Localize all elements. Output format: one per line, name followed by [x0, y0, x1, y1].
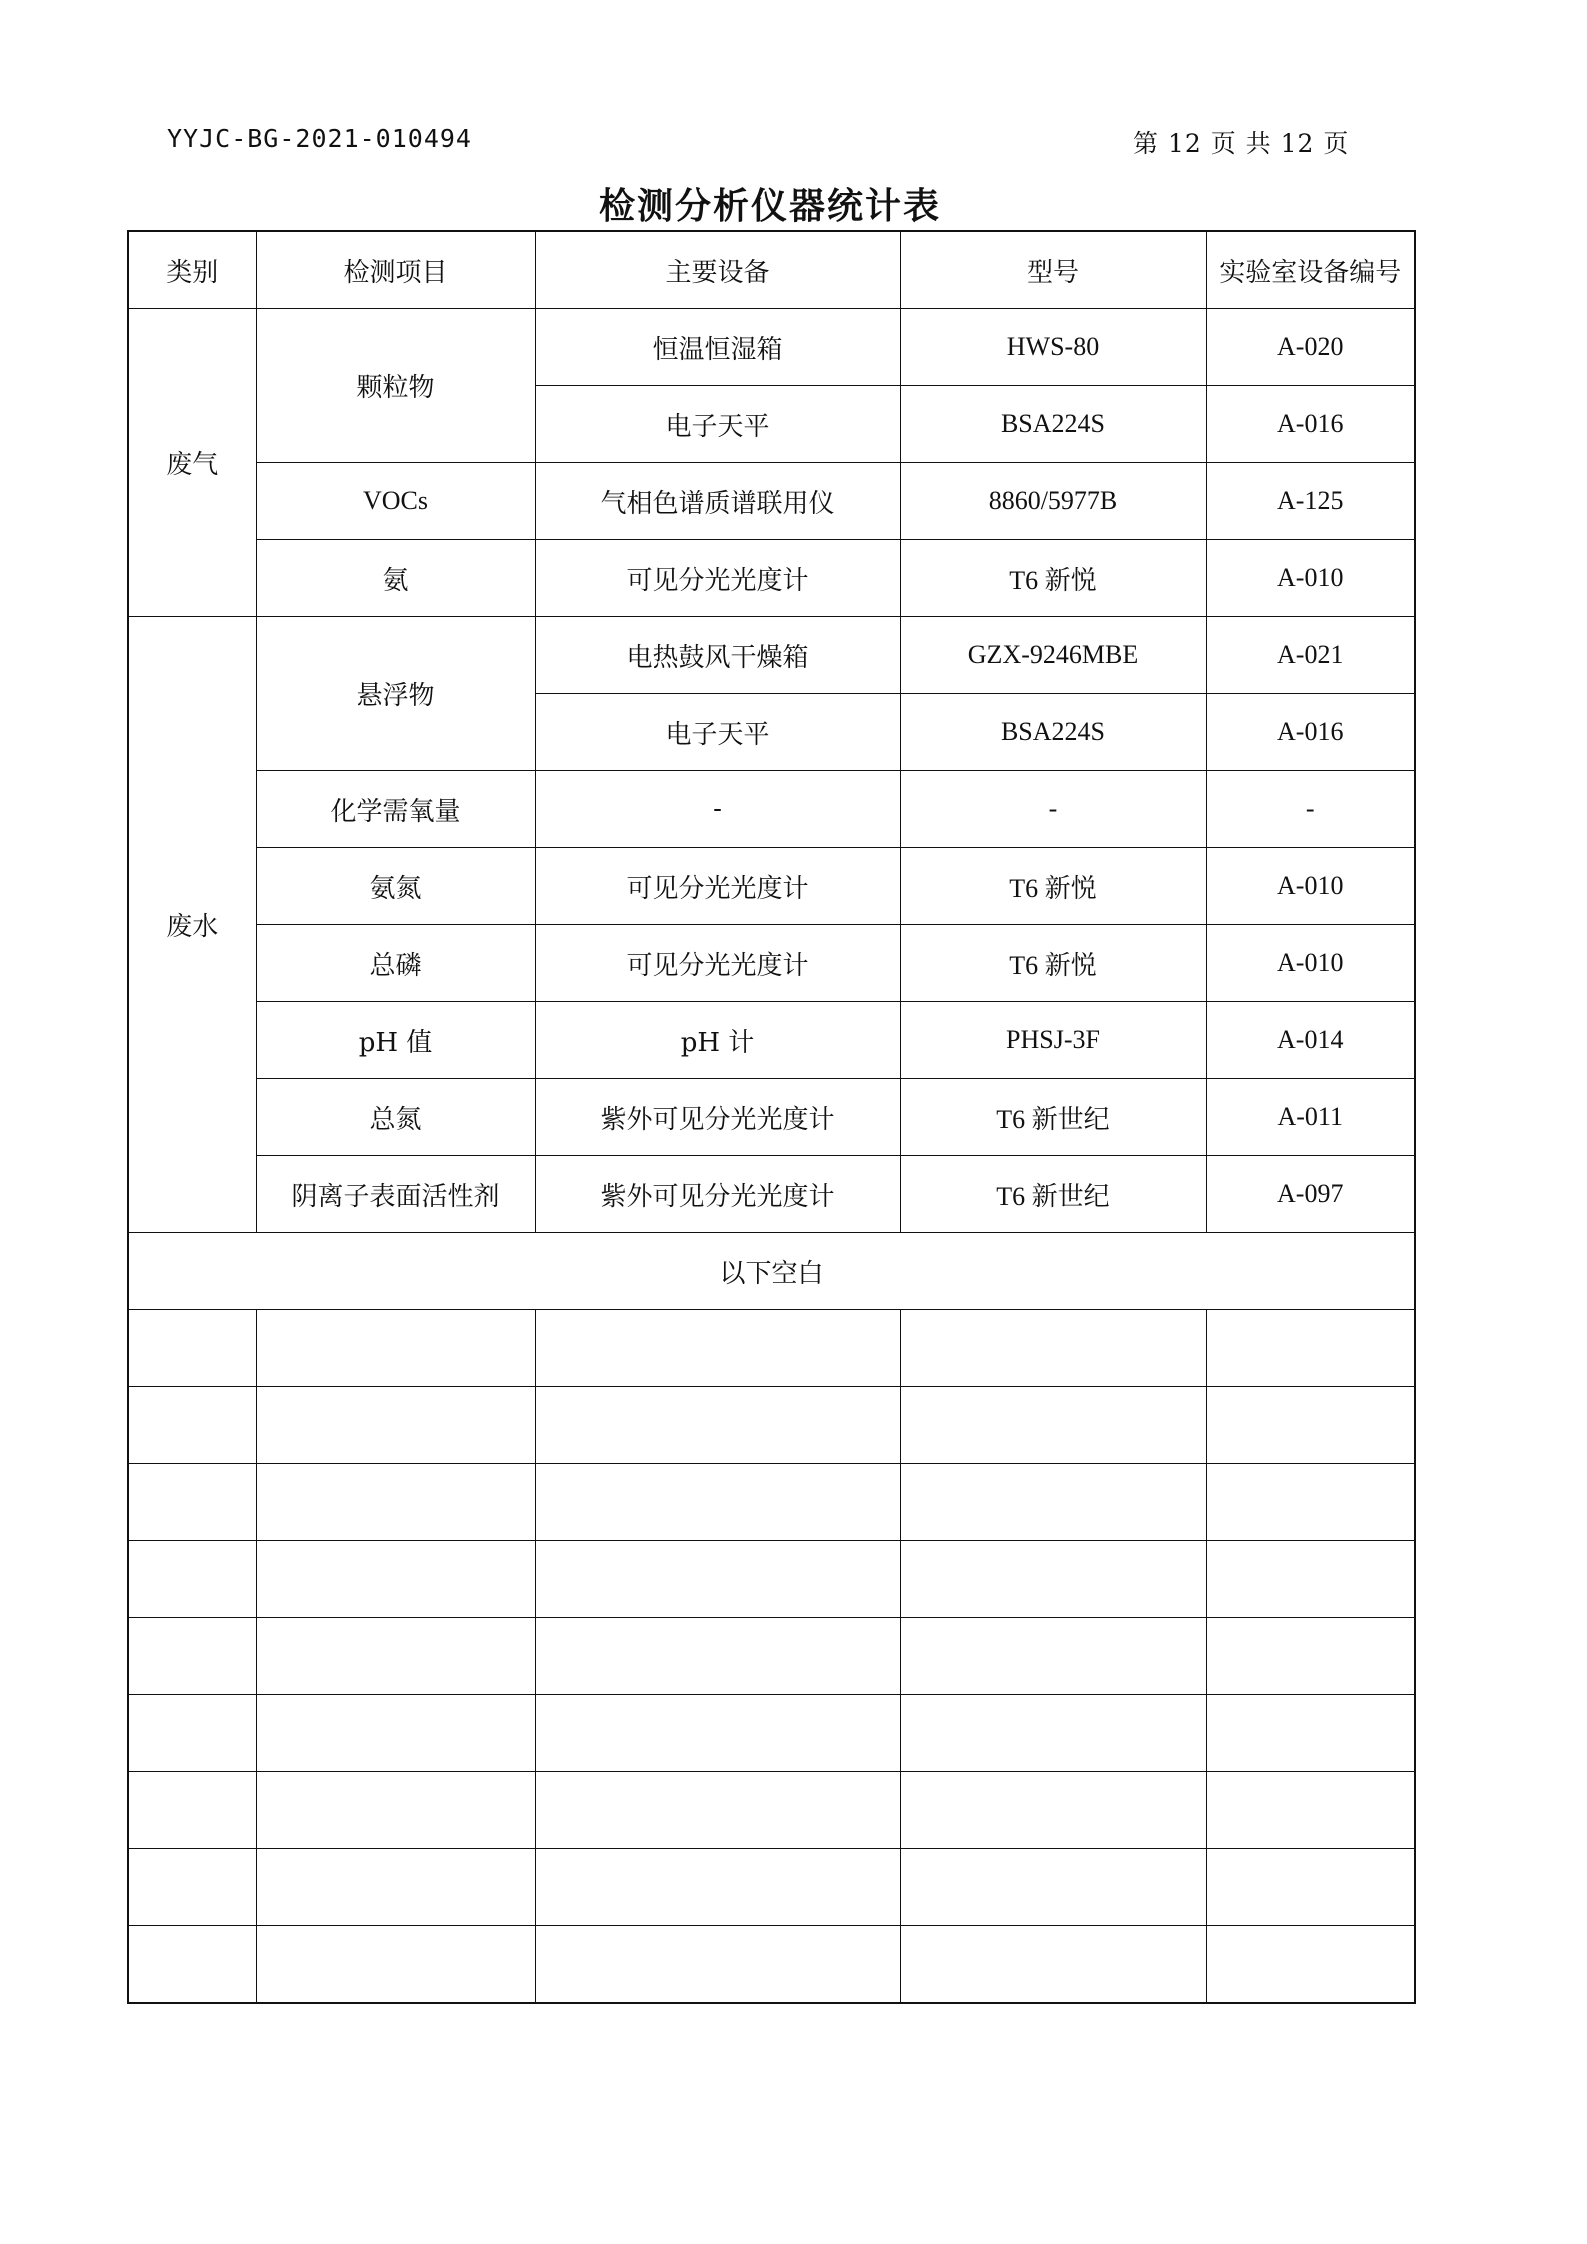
empty-cell	[128, 1695, 256, 1772]
item-cell: 总磷	[256, 925, 535, 1002]
empty-cell	[535, 1849, 900, 1926]
model-cell: T6 新世纪	[900, 1079, 1206, 1156]
item-cell: 阴离子表面活性剂	[256, 1156, 535, 1233]
table-row	[128, 925, 1415, 1002]
equipment-cell: 电子天平	[535, 694, 900, 771]
model-cell: T6 新悦	[900, 925, 1206, 1002]
table-row	[128, 463, 1415, 540]
equipment-cell: pH 计	[535, 1002, 900, 1079]
empty-cell	[900, 1695, 1206, 1772]
category-cell-gas: 废气	[128, 309, 256, 617]
empty-cell	[256, 1541, 535, 1618]
equipment-cell: 紫外可见分光光度计	[535, 1156, 900, 1233]
empty-cell	[128, 1618, 256, 1695]
category-cell-water: 废水	[128, 617, 256, 1233]
equipment-cell: 恒温恒湿箱	[535, 309, 900, 386]
model-cell: GZX-9246MBE	[900, 617, 1206, 694]
empty-cell	[256, 1387, 535, 1464]
code-cell: -	[1206, 771, 1415, 848]
empty-cell	[128, 1849, 256, 1926]
empty-cell	[1206, 1310, 1415, 1387]
empty-row	[128, 1695, 1415, 1772]
empty-cell	[900, 1310, 1206, 1387]
empty-cell	[256, 1464, 535, 1541]
empty-cell	[900, 1772, 1206, 1849]
empty-cell	[1206, 1541, 1415, 1618]
item-cell: VOCs	[256, 463, 535, 540]
column-header-category: 类别	[128, 231, 256, 309]
report-number: YYJC-BG-2021-010494	[167, 124, 472, 153]
model-cell: T6 新悦	[900, 848, 1206, 925]
model-cell: PHSJ-3F	[900, 1002, 1206, 1079]
empty-cell	[256, 1926, 535, 2004]
empty-cell	[256, 1310, 535, 1387]
empty-cell	[900, 1464, 1206, 1541]
empty-cell	[128, 1541, 256, 1618]
column-header-model: 型号	[900, 231, 1206, 309]
code-cell: A-021	[1206, 617, 1415, 694]
empty-row	[128, 1464, 1415, 1541]
equipment-cell: 可见分光光度计	[535, 925, 900, 1002]
empty-cell	[900, 1541, 1206, 1618]
item-cell: 氨	[256, 540, 535, 617]
code-cell: A-011	[1206, 1079, 1415, 1156]
table-row	[128, 540, 1415, 617]
empty-cell	[128, 1387, 256, 1464]
code-cell: A-125	[1206, 463, 1415, 540]
empty-cell	[535, 1541, 900, 1618]
item-cell: 悬浮物	[256, 617, 535, 771]
blank-note: 以下空白	[128, 1233, 1415, 1310]
model-cell: T6 新世纪	[900, 1156, 1206, 1233]
code-cell: A-010	[1206, 848, 1415, 925]
equipment-cell: 可见分光光度计	[535, 540, 900, 617]
empty-cell	[900, 1849, 1206, 1926]
item-cell: 化学需氧量	[256, 771, 535, 848]
empty-cell	[128, 1310, 256, 1387]
empty-cell	[535, 1387, 900, 1464]
item-cell: 氨氮	[256, 848, 535, 925]
empty-cell	[1206, 1464, 1415, 1541]
empty-cell	[256, 1849, 535, 1926]
empty-cell	[535, 1926, 900, 2004]
empty-row	[128, 1310, 1415, 1387]
empty-row	[128, 1541, 1415, 1618]
empty-row	[128, 1772, 1415, 1849]
empty-cell	[535, 1772, 900, 1849]
equipment-cell: 电子天平	[535, 386, 900, 463]
column-header-code: 实验室设备编号	[1206, 231, 1415, 309]
table-row	[128, 1079, 1415, 1156]
empty-cell	[900, 1387, 1206, 1464]
code-cell: A-016	[1206, 694, 1415, 771]
model-cell: T6 新悦	[900, 540, 1206, 617]
empty-cell	[535, 1618, 900, 1695]
model-cell: BSA224S	[900, 386, 1206, 463]
page-indicator: 第 12 页 共 12 页	[1133, 129, 1350, 158]
empty-row	[128, 1387, 1415, 1464]
code-cell: A-020	[1206, 309, 1415, 386]
empty-cell	[1206, 1387, 1415, 1464]
equipment-cell: -	[535, 771, 900, 848]
instrument-table	[127, 230, 1416, 2004]
code-cell: A-097	[1206, 1156, 1415, 1233]
empty-row	[128, 1849, 1415, 1926]
column-header-item: 检测项目	[256, 231, 535, 309]
empty-cell	[1206, 1926, 1415, 2004]
code-cell: A-016	[1206, 386, 1415, 463]
empty-cell	[900, 1618, 1206, 1695]
code-cell: A-010	[1206, 540, 1415, 617]
empty-cell	[900, 1926, 1206, 2004]
empty-cell	[1206, 1618, 1415, 1695]
page-title: 检测分析仪器统计表	[598, 185, 941, 227]
model-cell: BSA224S	[900, 694, 1206, 771]
equipment-cell: 电热鼓风干燥箱	[535, 617, 900, 694]
empty-cell	[1206, 1849, 1415, 1926]
item-cell: 总氮	[256, 1079, 535, 1156]
empty-cell	[256, 1695, 535, 1772]
empty-cell	[128, 1464, 256, 1541]
equipment-cell: 气相色谱质谱联用仪	[535, 463, 900, 540]
table-row	[128, 848, 1415, 925]
equipment-cell: 紫外可见分光光度计	[535, 1079, 900, 1156]
code-cell: A-010	[1206, 925, 1415, 1002]
model-cell: -	[900, 771, 1206, 848]
empty-cell	[535, 1310, 900, 1387]
empty-cell	[1206, 1695, 1415, 1772]
empty-cell	[256, 1772, 535, 1849]
table-row	[128, 1002, 1415, 1079]
table-row	[128, 771, 1415, 848]
table-row	[128, 617, 1415, 694]
empty-row	[128, 1926, 1415, 2004]
empty-row	[128, 1618, 1415, 1695]
empty-cell	[535, 1464, 900, 1541]
model-cell: 8860/5977B	[900, 463, 1206, 540]
empty-cell	[128, 1926, 256, 2004]
empty-cell	[1206, 1772, 1415, 1849]
empty-cell	[128, 1772, 256, 1849]
item-cell: 颗粒物	[256, 309, 535, 463]
table-row	[128, 1156, 1415, 1233]
empty-cell	[535, 1695, 900, 1772]
item-cell: pH 值	[256, 1002, 535, 1079]
empty-cell	[256, 1618, 535, 1695]
table-row	[128, 309, 1415, 386]
model-cell: HWS-80	[900, 309, 1206, 386]
column-header-equipment: 主要设备	[535, 231, 900, 309]
code-cell: A-014	[1206, 1002, 1415, 1079]
equipment-cell: 可见分光光度计	[535, 848, 900, 925]
table-header-row	[128, 231, 1415, 309]
blank-note-row	[128, 1233, 1415, 1310]
